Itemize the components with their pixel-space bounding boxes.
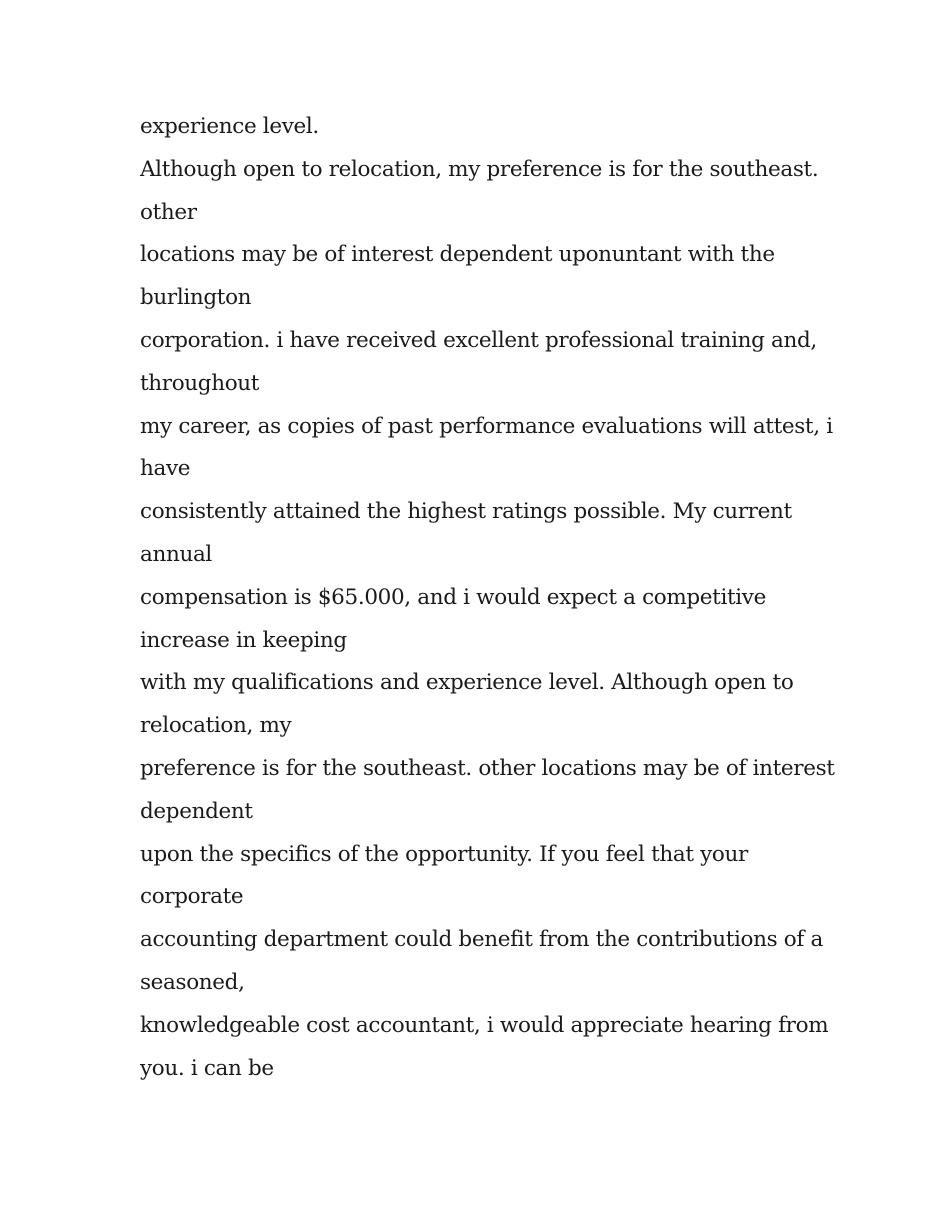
text-line: my career, as copies of past performance evaluations will attest, i <box>140 413 833 439</box>
text-line: you. i can be <box>140 1055 274 1081</box>
text-line: corporation. i have received excellent professional training and, <box>140 327 817 353</box>
text-line: annual <box>140 541 212 567</box>
text-line: have <box>140 456 191 482</box>
text-line: locations may be of interest dependent uponuntant with the <box>140 242 775 268</box>
text-line: increase in keeping <box>140 627 347 653</box>
text-line: accounting department could benefit from the contributions of a <box>140 927 823 953</box>
text-line: throughout <box>140 370 260 396</box>
text-line: upon the specifics of the opportunity. If you feel that your <box>140 841 748 867</box>
text-line: other <box>140 199 197 225</box>
text-line: preference is for the southeast. other locations may be of interest <box>140 755 835 781</box>
text-line: compensation is $65.000, and i would expect a competitive <box>140 584 766 610</box>
text-line: knowledgeable cost accountant, i would appreciate hearing from <box>140 1012 829 1038</box>
text-line: burlington <box>140 285 252 311</box>
text-line: consistently attained the highest ratings possible. My current <box>140 499 792 525</box>
text-line: Although open to relocation, my preference is for the southeast. <box>140 156 819 182</box>
text-line: seasoned, <box>140 969 245 995</box>
text-line: dependent <box>140 798 253 824</box>
text-line: with my qualifications and experience level. Although open to <box>140 670 794 696</box>
letter-body <box>140 106 840 1090</box>
text-line: corporate <box>140 884 244 910</box>
text-line: experience level. <box>140 114 319 139</box>
text-line: relocation, my <box>140 713 292 739</box>
